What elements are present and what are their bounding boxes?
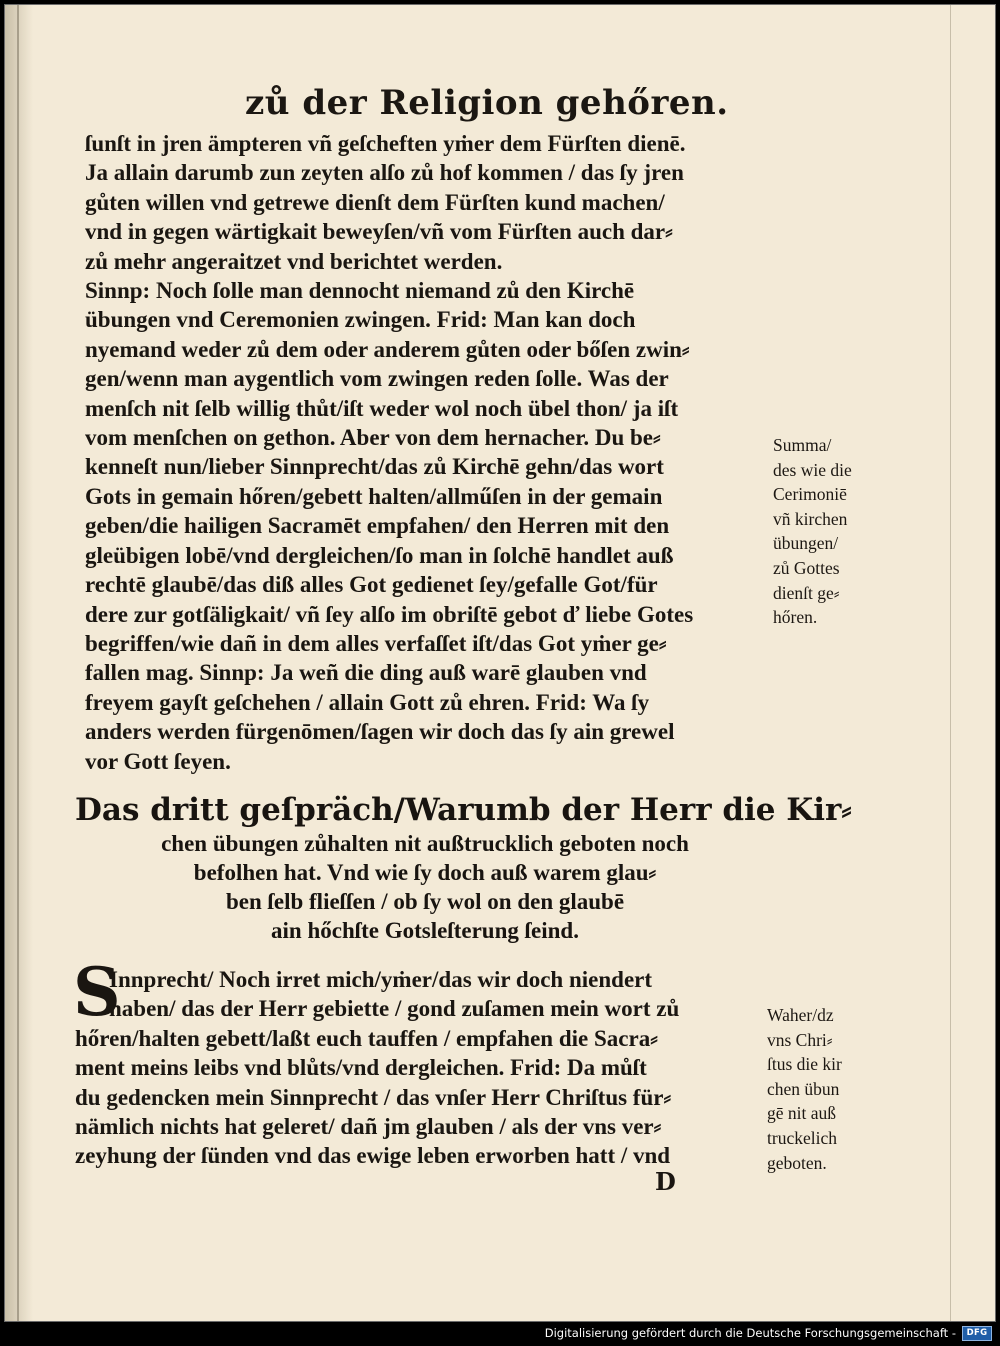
chapter-heading-first-line: Das dritt geſpräch/Warumb der Herr die Kir⸗ xyxy=(75,792,852,828)
marginal-note-line: Waher/dz xyxy=(767,1005,834,1025)
text-line: zů mehr angeraitzet vnd berichtet werden. xyxy=(85,248,503,274)
dfg-logo-icon: DFG xyxy=(962,1326,992,1341)
footer-credit xyxy=(545,1324,992,1342)
footer-credit-text: Digitalisierung gefördert durch die Deutsche Forschungsgemeinschaft - xyxy=(544,1326,956,1340)
spine-shadow xyxy=(5,5,33,1321)
marginal-note-summa xyxy=(773,433,852,630)
text-line: Gots in gemain hőren/gebett halten/allműſen in der gemain xyxy=(85,483,663,509)
text-line: geben/die hailigen Sacramēt empfahen/ den Herren mit den xyxy=(85,513,670,539)
chapter-heading xyxy=(75,791,852,945)
text-line: vnd in gegen wärtigkait beweyſen/vñ vom Fürſten auch dar⸗ xyxy=(85,219,673,245)
marginal-note-line: übungen/ xyxy=(773,533,839,554)
text-line: hőren/halten gebett/laßt euch tauffen / empfahen die Sacra⸗ xyxy=(75,1025,658,1051)
text-line: gen/wenn man aygentlich vom zwingen reden ſolle. Was der xyxy=(85,366,669,392)
text-line: gleübigen lobē/vnd dergleichen/ſo man in ſolchē handlet auß xyxy=(85,542,674,568)
text-line: zeyhung der ſünden vnd das ewige leben erworben hatt / vnd xyxy=(75,1143,671,1169)
text-line: anders werden fürgenōmen/ſagen wir doch das ſy ain grewel xyxy=(85,719,675,745)
marginal-note-line: des wie die xyxy=(773,459,852,480)
text-line: Ja allain darumb zun zeyten alſo zů hof kommen / das ſy jren xyxy=(85,160,684,186)
text-line: nämlich nichts hat geleret/ dañ jm glauben / als der vns ver⸗ xyxy=(75,1114,662,1140)
page-edge xyxy=(950,5,951,1321)
running-header: zů der Religion gehőren. xyxy=(245,83,729,123)
chapter-heading-line: chen übungen zůhalten nit außtrucklich geboten noch xyxy=(161,831,689,856)
spine-line xyxy=(17,5,19,1321)
main-text-block xyxy=(85,129,775,776)
marginal-note-line: truckelich xyxy=(767,1127,837,1148)
chapter-heading-line: ain hőchſte Gotsleſterung ſeind. xyxy=(271,918,579,943)
text-line: menſch nit ſelb willig thůt/iſt weder wol noch übel thon/ ja iſt xyxy=(85,395,679,421)
chapter-heading-line: befolhen hat. Vnd wie ſy doch auß warem glau⸗ xyxy=(193,860,657,885)
marginal-note-line: ſtus die kir xyxy=(767,1054,842,1075)
marginal-note-line: chen übun xyxy=(767,1078,840,1099)
text-line: Sinnp: Noch ſolle man dennocht niemand zů den Kirchē xyxy=(85,278,635,304)
text-line: übungen vnd Ceremonien zwingen. Frid: Man kan doch xyxy=(85,307,636,333)
marginal-note-line: Summa/ xyxy=(773,435,832,455)
text-line: du gedencken mein Sinnprecht / das vnſer Herr Chriſtus für⸗ xyxy=(75,1084,672,1110)
marginal-note-line: zů Gottes xyxy=(773,557,840,578)
text-line: ment meins leibs vnd blůts/vnd dergleichen. Frid: Da můſt xyxy=(75,1055,647,1081)
signature-mark: D xyxy=(655,1167,676,1196)
text-line: nyemand weder zů dem oder anderem gůten oder bőſen zwin⸗ xyxy=(85,336,690,362)
text-line: fallen mag. Sinnp: Ja weñ die ding auß warē glauben vnd xyxy=(85,660,647,686)
text-line: vor Gott ſeyen. xyxy=(85,748,231,774)
text-line: rechtē glaubē/das diß alles Got gedienet ſey/gefalle Got/für xyxy=(85,572,658,598)
text-line: haben/ das der Herr gebiette / gond zuſamen mein wort zů xyxy=(109,996,680,1022)
text-line: vom menſchen on gethon. Aber von dem hernacher. Du be⸗ xyxy=(85,425,661,451)
marginal-note-line: dienſt ge⸗ xyxy=(773,582,840,603)
marginal-note-waher xyxy=(767,1003,842,1175)
book-page xyxy=(4,4,996,1322)
text-line: gůten willen vnd getrewe dienſt dem Fürſten kund machen/ xyxy=(85,189,665,215)
text-line: kenneſt nun/lieber Sinnprecht/das zů Kirchē gehn/das wort xyxy=(85,454,664,480)
dialogue-text-block xyxy=(75,965,775,1171)
chapter-heading-line: ben ſelb flieſſen / ob ſy wol on den glaubē xyxy=(225,889,625,914)
text-line: ſunſt in jren ämpteren vñ geſcheften yṁer dem Fürſten dienē. xyxy=(85,131,686,156)
text-line: dere zur gotſäligkait/ vñ ſey alſo im obriſtē gebot ď liebe Gotes xyxy=(85,601,694,627)
text-line: freyem gayſt geſchehen / allain Gott zů ehren. Frid: Wa ſy xyxy=(85,689,650,715)
marginal-note-line: hőren. xyxy=(773,607,818,628)
drop-cap: S xyxy=(73,953,121,1031)
text-line: Innprecht/ Noch irret mich/yṁer/das wir doch niendert xyxy=(109,967,653,992)
marginal-note-line: vñ kirchen xyxy=(773,508,848,529)
marginal-note-line: geboten. xyxy=(767,1152,827,1173)
text-line: begriffen/wie dañ in dem alles verfaſſet iſt/das Got yṁer ge⸗ xyxy=(85,630,667,656)
marginal-note-line: Cerimoniē xyxy=(773,484,847,505)
marginal-note-line: gē nit auß xyxy=(767,1103,837,1124)
marginal-note-line: vns Chri⸗ xyxy=(767,1029,833,1050)
